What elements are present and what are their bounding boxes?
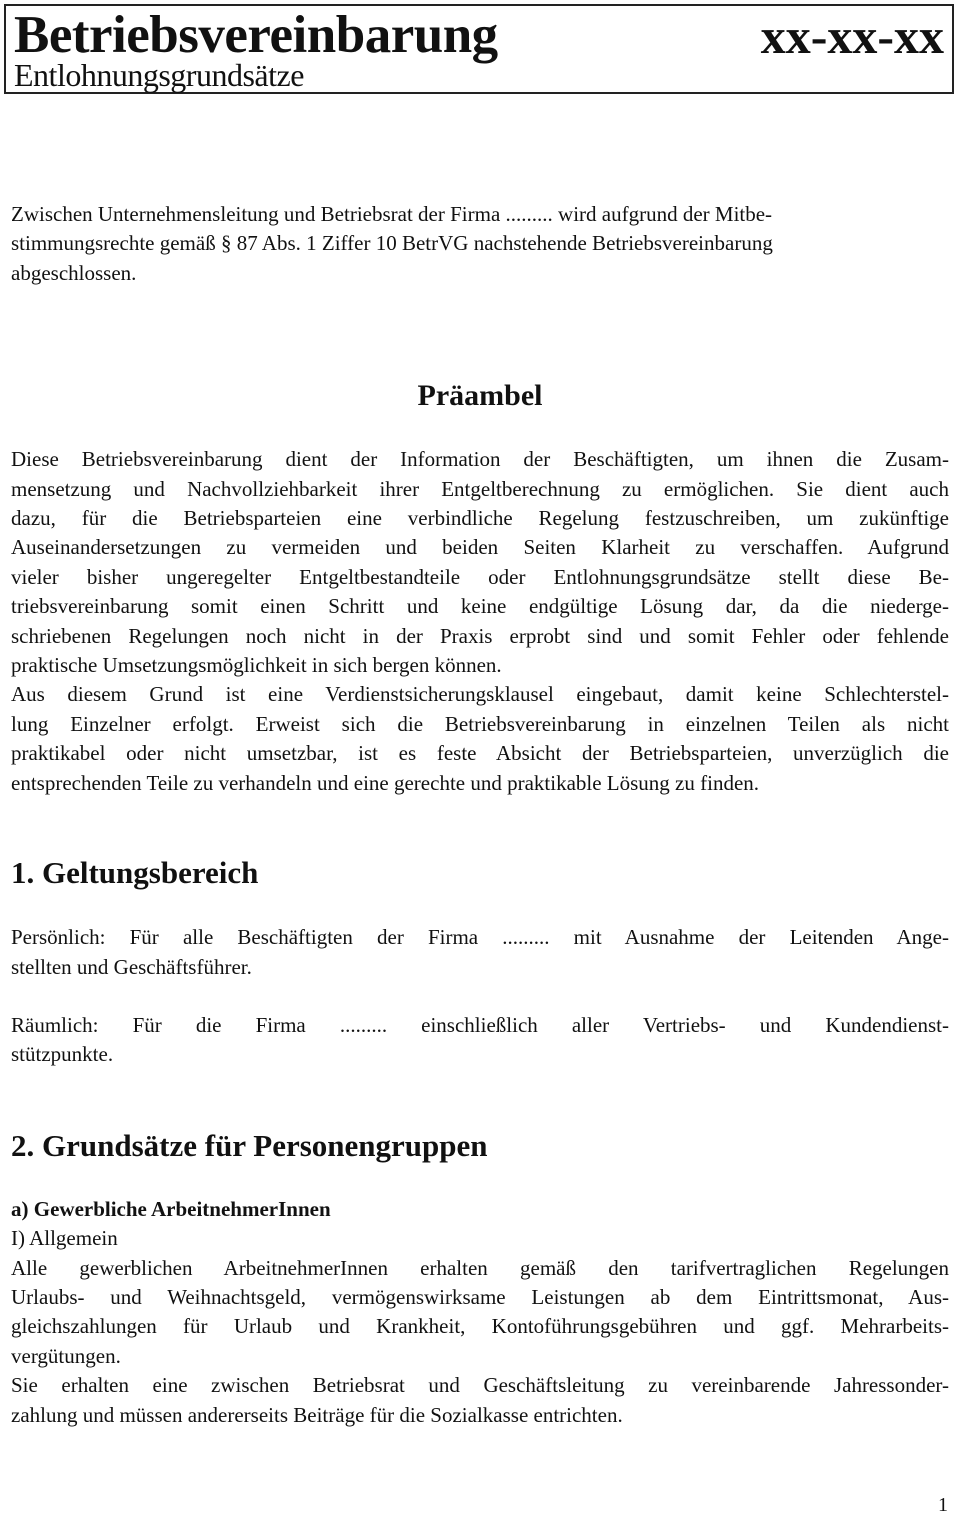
paragraph [11,445,949,680]
document-body [11,200,949,1430]
paragraph [11,680,949,798]
text-line: entsprechenden Teile zu verhandeln und eine gerechte und praktikable Lösung zu finden. [11,770,760,795]
text-line: gleichszahlungen für Urlaub und Krankheit, Kontoführungsgebühren und ggf. Mehrarbeits- [11,1314,949,1339]
text-line: vergütungen. [11,1343,121,1368]
text-line: Sie erhalten eine zwischen Betriebsrat und Geschäftsleitung zu vereinbarende Jahressonder- [11,1373,949,1398]
preamble-body [11,445,949,798]
text-line: praktikabel oder nicht umsetzbar, ist es feste Absicht der Betriebsparteien, unverzüglich die [11,741,949,766]
paragraph [11,923,949,982]
section-2-body [11,1195,949,1430]
text-line: Alle gewerblichen ArbeitnehmerInnen erhalten gemäß den tarifvertraglichen Regelungen [11,1255,949,1280]
text-line: dazu, für die Betriebsparteien eine verbindliche Regelung festzuschreiben, um zukünftige [11,506,949,531]
title-box [4,4,954,94]
text-line: Auseinandersetzungen zu vermeiden und beiden Seiten Klarheit zu verschaffen. Aufgrund [11,535,949,560]
text-line: praktische Umsetzungsmöglichkeit in sich bergen können. [11,653,502,678]
text-line: lung Einzelner erfolgt. Erweist sich die Betriebsvereinbarung in einzelnen Teilen als nicht [11,711,949,736]
preamble-heading: Präambel [417,379,543,413]
subsubsection-heading: I) Allgemein [11,1226,118,1251]
intro-paragraph [11,200,949,288]
text-line: Urlaubs- und Weihnachtsgeld, vermögenswirksame Leistungen ab dem Eintrittsmonat, Aus- [11,1284,949,1309]
page-number: 1 [938,1494,948,1516]
paragraph [11,1371,949,1430]
document-title: Betriebsvereinbarung [14,6,498,64]
text-line: Diese Betriebsvereinbarung dient der Information der Beschäftigten, um ihnen die Zusam- [11,447,949,472]
text-line: stellten und Geschäftsführer. [11,954,252,979]
document-subtitle: Entlohnungsgrundsätze [14,57,304,93]
text-line: Aus diesem Grund ist eine Verdienstsicherungsklausel eingebaut, damit keine Schlechterstel- [11,682,949,707]
text-line: schriebenen Regelungen noch nicht in der Praxis erprobt sind und somit Fehler oder fehlende [11,623,949,648]
text-line: stimmungsrechte gemäß § 87 Abs. 1 Ziffer 10 BetrVG nachstehende Betriebsvereinbarung [11,231,773,256]
text-line: abgeschlossen. [11,260,137,285]
section-1-heading: 1. Geltungsbereich [11,855,259,891]
text-line: vieler bisher ungeregelter Entgeltbestandteile oder Entlohnungsgrundsätze stellt diese Be- [11,564,949,589]
paragraph [11,1254,949,1372]
text-line: Persönlich: Für alle Beschäftigten der Firma ......... mit Ausnahme der Leitenden Ange- [11,925,949,950]
document-code: xx-xx-xx [760,8,944,64]
section-2-heading: 2. Grundsätze für Personengruppen [11,1127,488,1163]
text-line: Räumlich: Für die Firma ......... einschließlich aller Vertriebs- und Kundendienst- [11,1012,949,1037]
text-line: Zwischen Unternehmensleitung und Betriebsrat der Firma ......... wird aufgrund der Mitbe- [11,202,773,226]
text-line: triebsvereinbarung somit einen Schritt und keine endgültige Lösung dar, da die niederge- [11,594,949,619]
text-line: stützpunkte. [11,1042,114,1067]
subsection-heading: a) Gewerbliche ArbeitnehmerInnen [11,1196,331,1221]
section-2-paragraphs [11,1254,949,1430]
section-1-body [11,923,949,1070]
paragraph [11,1011,949,1070]
text-line: mensetzung und Nachvollziehbarkeit ihrer Entgeltberechnung zu ermöglichen. Sie dient auch [11,476,949,501]
text-line: zahlung und müssen andererseits Beiträge für die Sozialkasse entrichten. [11,1402,623,1427]
